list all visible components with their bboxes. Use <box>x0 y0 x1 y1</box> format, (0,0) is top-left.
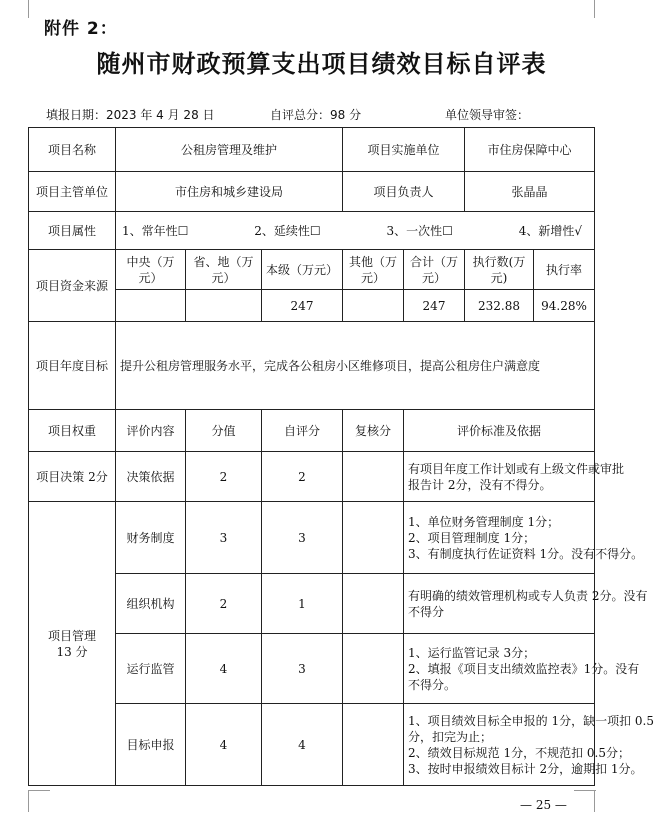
attr-option: 2、延续性☐ <box>254 223 321 238</box>
evaluation-form <box>28 127 654 786</box>
eval-header: 评价标准及依据 <box>404 410 595 452</box>
funds-label: 项目资金来源 <box>29 250 116 322</box>
mgmt-standard: 1、单位财务管理制度 1分； 2、项目管理制度 1分； 3、有制度执行佐证资料 1分。没有不得分。 <box>404 502 595 574</box>
impl-unit-label: 项目实施单位 <box>343 128 465 172</box>
mgmt-content: 目标申报 <box>116 704 186 786</box>
attr-option: 3、一次性☐ <box>386 223 453 238</box>
owner-label: 项目负责人 <box>343 172 465 212</box>
impl-unit-value: 市住房保障中心 <box>465 128 595 172</box>
eval-header: 自评分 <box>262 410 343 452</box>
decision-self: 2 <box>262 452 343 502</box>
fill-date: 填报日期：2023 年 4 月 28 日 <box>46 108 215 122</box>
funds-header: 省、地（万元） <box>186 250 262 290</box>
mgmt-score: 4 <box>186 704 262 786</box>
decision-score: 2 <box>186 452 262 502</box>
eval-header: 分值 <box>186 410 262 452</box>
mgmt-self: 1 <box>262 574 343 634</box>
funds-value: 247 <box>262 290 343 322</box>
funds-header: 其他（万元） <box>343 250 404 290</box>
funds-value: 232.88 <box>465 290 534 322</box>
funds-header: 执行率 <box>534 250 595 290</box>
funds-header: 执行数(万元) <box>465 250 534 290</box>
mgmt-review <box>343 502 404 574</box>
attr-label: 项目属性 <box>29 212 116 250</box>
mgmt-self: 3 <box>262 634 343 704</box>
decision-standard: 有项目年度工作计划或有上级文件或审批 报告计 2分，没有不得分。 <box>404 452 595 502</box>
mgmt-self: 3 <box>262 502 343 574</box>
mgmt-review <box>343 634 404 704</box>
page-title: 随州市财政预算支出项目绩效目标自评表 <box>96 50 547 78</box>
project-name-value: 公租房管理及维护 <box>116 128 343 172</box>
funds-header: 本级（万元） <box>262 250 343 290</box>
decision-review <box>343 452 404 502</box>
mgmt-score: 3 <box>186 502 262 574</box>
funds-value: 94.28% <box>534 290 595 322</box>
attr-options <box>116 212 595 250</box>
decision-weight: 项目决策 2分 <box>29 452 116 502</box>
owner-value: 张晶晶 <box>465 172 595 212</box>
crop-mark <box>28 790 47 812</box>
eval-header: 项目权重 <box>29 410 116 452</box>
attr-option: 4、新增性√ <box>518 223 582 238</box>
project-name-label: 项目名称 <box>29 128 116 172</box>
funds-value <box>116 290 186 322</box>
goal-text: 提升公租房管理服务水平，完成各公租房小区维修项目，提高公租房住户满意度 <box>116 322 595 410</box>
mgmt-review <box>343 704 404 786</box>
page-number: — 25 — <box>520 798 567 812</box>
crop-mark <box>28 790 50 791</box>
crop-mark <box>574 790 596 791</box>
management-weight: 项目管理 13 分 <box>29 502 116 786</box>
funds-header: 合计（万元） <box>404 250 465 290</box>
funds-value <box>186 290 262 322</box>
funds-value: 247 <box>404 290 465 322</box>
attachment-label: 附件 2： <box>44 19 118 39</box>
mgmt-content: 组织机构 <box>116 574 186 634</box>
self-score-total: 自评总分：98 分 <box>270 108 362 122</box>
eval-header: 评价内容 <box>116 410 186 452</box>
crop-mark <box>594 0 613 18</box>
decision-content: 决策依据 <box>116 452 186 502</box>
mgmt-review <box>343 574 404 634</box>
mgmt-score: 4 <box>186 634 262 704</box>
mgmt-score: 2 <box>186 574 262 634</box>
mgmt-content: 运行监管 <box>116 634 186 704</box>
mgmt-standard: 1、运行监管记录 3分； 2、填报《项目支出绩效监控表》1分。没有 不得分。 <box>404 634 595 704</box>
dept-label: 项目主管单位 <box>29 172 116 212</box>
crop-mark <box>594 790 613 812</box>
mgmt-self: 4 <box>262 704 343 786</box>
mgmt-standard: 有明确的绩效管理机构或专人负责 2分。没有 不得分 <box>404 574 595 634</box>
funds-header: 中央（万元） <box>116 250 186 290</box>
leader-review: 单位领导审签： <box>445 108 530 122</box>
funds-value <box>343 290 404 322</box>
goal-label: 项目年度目标 <box>29 322 116 410</box>
eval-header: 复核分 <box>343 410 404 452</box>
attr-option: 1、常年性☐ <box>122 223 189 238</box>
mgmt-standard: 1、项目绩效目标全申报的 1分，缺一项扣 0.5 分，扣完为止； 2、绩效目标规范 1分，不规范扣 0.5分； 3、按时申报绩效目标计 2分，逾期扣 1分。 <box>404 704 595 786</box>
dept-value: 市住房和城乡建设局 <box>116 172 343 212</box>
mgmt-content: 财务制度 <box>116 502 186 574</box>
